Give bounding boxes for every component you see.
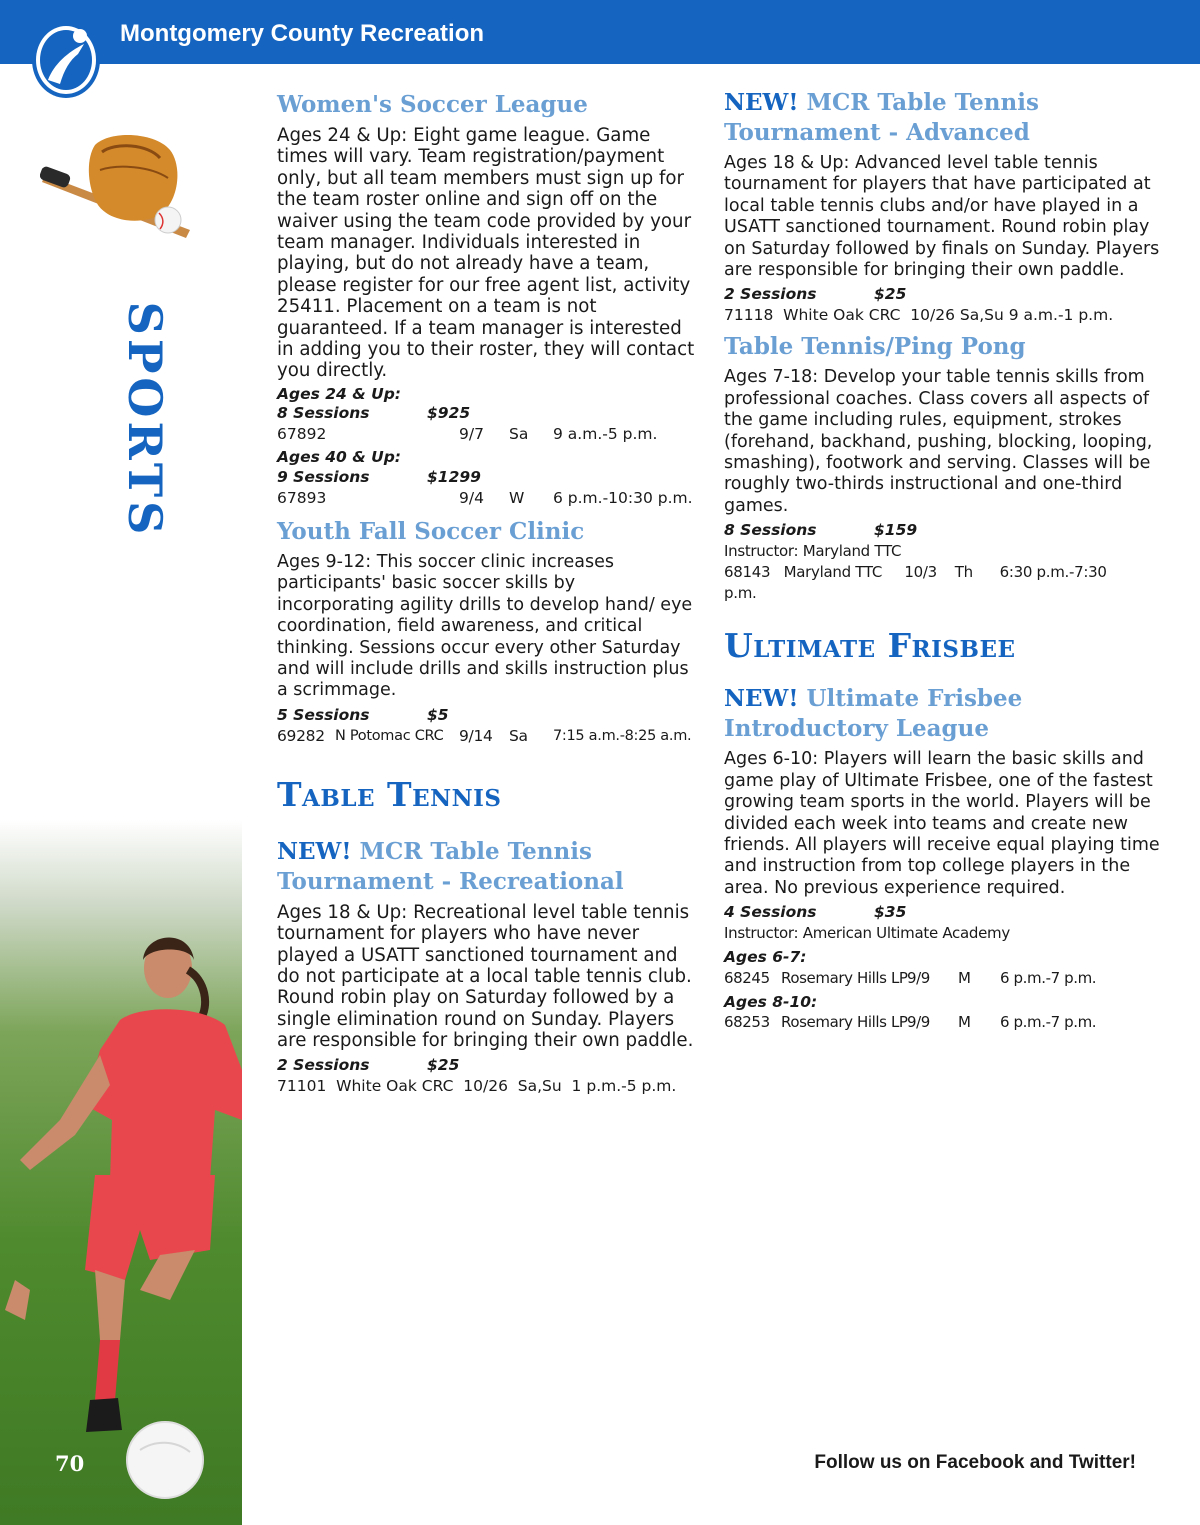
course-title: Women's Soccer League <box>277 91 588 118</box>
activity-location: Rosemary Hills LP <box>781 1013 908 1032</box>
new-badge: NEW! <box>724 685 799 713</box>
activity-date: 9/9 <box>907 968 930 987</box>
activity-code: 68253 <box>724 1013 770 1032</box>
fee: $35 <box>874 903 907 922</box>
course-description: Ages 9-12: This soccer clinic increases participants' basic soccer skills by incorporating agility drills to develop hand/ eye coordination, field awareness, and critical thinking. Sessions occur every other Saturday and will include drills and skills instruction plus a scrimmage. <box>277 551 693 701</box>
activity-day: W <box>509 488 525 507</box>
activity-time: 6 p.m.-7 p.m. <box>1000 968 1097 987</box>
ages-label: Ages 40 & Up: <box>277 448 401 467</box>
fee: $25 <box>874 285 907 304</box>
activity-code: 69282 <box>277 726 325 745</box>
sessions-row <box>277 706 697 726</box>
fee: $1299 <box>427 467 481 486</box>
activity-day: Sa <box>509 726 528 745</box>
course-title-text: MCR Table Tennis Tournament - Recreational <box>277 837 624 895</box>
activity-row <box>724 1012 1164 1033</box>
activity-date: 9/4 <box>459 488 484 507</box>
activity-row <box>724 968 1164 989</box>
left-column <box>277 88 697 1097</box>
fee: $5 <box>427 705 449 724</box>
section-heading-ultimate-frisbee: Ultimate Frisbee <box>724 626 1016 666</box>
course-ultimate-league <box>724 684 1164 1033</box>
course-youth-soccer <box>277 517 697 747</box>
course-title <box>724 684 1164 744</box>
page-number: 70 <box>55 1451 85 1476</box>
sessions-row <box>724 285 1164 305</box>
activity-date: 9/9 <box>907 1013 930 1032</box>
new-badge: NEW! <box>277 837 352 865</box>
new-badge: NEW! <box>724 89 799 116</box>
activity-code: 67892 <box>277 425 327 444</box>
sessions-count: 8 Sessions <box>724 521 817 540</box>
sessions-count: 2 Sessions <box>724 285 817 304</box>
sessions-row <box>277 1056 697 1076</box>
baseball-bat-glove-icon <box>40 130 200 245</box>
course-tt-advanced <box>724 88 1164 326</box>
header-title: Montgomery County Recreation <box>120 20 485 47</box>
course-title <box>277 837 697 897</box>
activity-day: Sa <box>509 425 529 444</box>
course-description: Ages 24 & Up: Eight game league. Game times will vary. Team registration/payment only, but all team members must sign up for the team roster online and sign off on the waiver using the team code provided by your team manager. Individuals interested in playing, but do not already have a team, please register for our free agent list, activity 25411. Placement on a team is not guaranteed. If a team manager is interested in adding you to their roster, they will contact you directly. <box>277 125 695 382</box>
activity-day: M <box>958 1013 971 1032</box>
course-description: Ages 6-10: Players will learn the basic skills and game play of Ultimate Frisbee, one of the fastest growing team sports in the world. Players will be divided each week into teams and create new friends. All players will receive equal playing time and instruction from top college players in the area. No previous experience required. <box>724 749 1160 898</box>
course-title-text: Ultimate Frisbee Introductory League <box>724 685 1023 743</box>
activity-row: 71118 White Oak CRC 10/26 Sa,Su 9 a.m.-1 p.m. <box>724 306 1114 325</box>
section-tab-label: SPORTS <box>118 301 172 539</box>
sessions-count: 4 Sessions <box>724 903 817 922</box>
fee: $159 <box>874 521 918 540</box>
course-description: Ages 18 & Up: Recreational level table tennis tournament for players who have never played a USATT sanctioned tournament and do not participate at a local table tennis club. Round robin play on Saturday followed by a single elimination round on Sunday. Players are responsible for bringing their own paddle. <box>277 901 694 1052</box>
course-tt-recreational <box>277 837 697 1097</box>
ages-label: Ages 24 & Up: <box>277 384 401 403</box>
ages-label: Ages 8-10: <box>724 992 818 1011</box>
sessions-row <box>724 903 1164 923</box>
course-title: Table Tennis/Ping Pong <box>724 333 1026 361</box>
activity-time: 6 p.m.-7 p.m. <box>1000 1013 1097 1032</box>
course-tt-ping-pong <box>724 332 1164 604</box>
footer-social-note: Follow us on Facebook and Twitter! <box>814 1452 1136 1473</box>
activity-location: N Potomac CRC <box>335 727 444 744</box>
sessions-count: 5 Sessions <box>277 705 370 724</box>
course-description: Ages 7-18: Develop your table tennis skills from professional coaches. Class covers all aspects of the game including rules, equipment, strokes (forehand, backhand, pushing, blocking, looping, smashing), footwork and serving. Classes will be roughly two-thirds instructional and one-third games. <box>724 367 1153 516</box>
section-heading-table-tennis: Table Tennis <box>277 774 502 814</box>
activity-row <box>277 726 697 747</box>
activity-row <box>277 424 697 445</box>
course-title: Youth Fall Soccer Clinic <box>277 517 585 545</box>
soccer-player-photo <box>0 820 242 1525</box>
section-tab-sports <box>100 300 190 540</box>
sessions-row <box>277 468 697 488</box>
course-description: Ages 18 & Up: Advanced level table tennis tournament for players that have participated at local table tennis clubs and/or have played in a USATT sanctioned tournament. Round robin play on Saturday followed by finals on Sunday. Players are responsible for bringing their own paddle. <box>724 153 1160 281</box>
activity-location: Rosemary Hills LP <box>781 968 908 987</box>
course-title <box>724 88 1164 148</box>
activity-date: 9/7 <box>459 425 484 444</box>
activity-code: 68245 <box>724 968 770 987</box>
course-title-text: MCR Table Tennis Tournament - Advanced <box>724 89 1039 146</box>
right-column <box>724 88 1164 1033</box>
sessions-row <box>277 404 697 424</box>
activity-time: 9 a.m.-5 p.m. <box>553 425 658 444</box>
header-bar <box>0 0 1200 64</box>
instructor: Instructor: American Ultimate Academy <box>724 924 1010 943</box>
activity-row <box>277 488 697 509</box>
ages-label: Ages 6-7: <box>724 948 807 967</box>
fee: $925 <box>427 404 471 423</box>
activity-time: 7:15 a.m.-8:25 a.m. <box>553 727 692 744</box>
activity-date: 9/14 <box>459 726 493 745</box>
sessions-count: 2 Sessions <box>277 1055 370 1074</box>
sessions-row <box>724 521 1164 541</box>
instructor: Instructor: Maryland TTC <box>724 542 902 561</box>
activity-row: 68143 Maryland TTC 10/3 Th 6:30 p.m.-7:30 p.m. <box>724 563 1112 603</box>
activity-day: M <box>958 968 971 987</box>
sessions-count: 8 Sessions <box>277 404 370 423</box>
activity-row: 71101 White Oak CRC 10/26 Sa,Su 1 p.m.-5 p.m. <box>277 1076 677 1095</box>
fee: $25 <box>427 1055 460 1074</box>
activity-code: 67893 <box>277 488 327 507</box>
activity-time: 6 p.m.-10:30 p.m. <box>553 488 693 507</box>
course-womens-soccer <box>277 90 697 509</box>
sessions-count: 9 Sessions <box>277 467 370 486</box>
sidebar <box>0 64 242 1525</box>
